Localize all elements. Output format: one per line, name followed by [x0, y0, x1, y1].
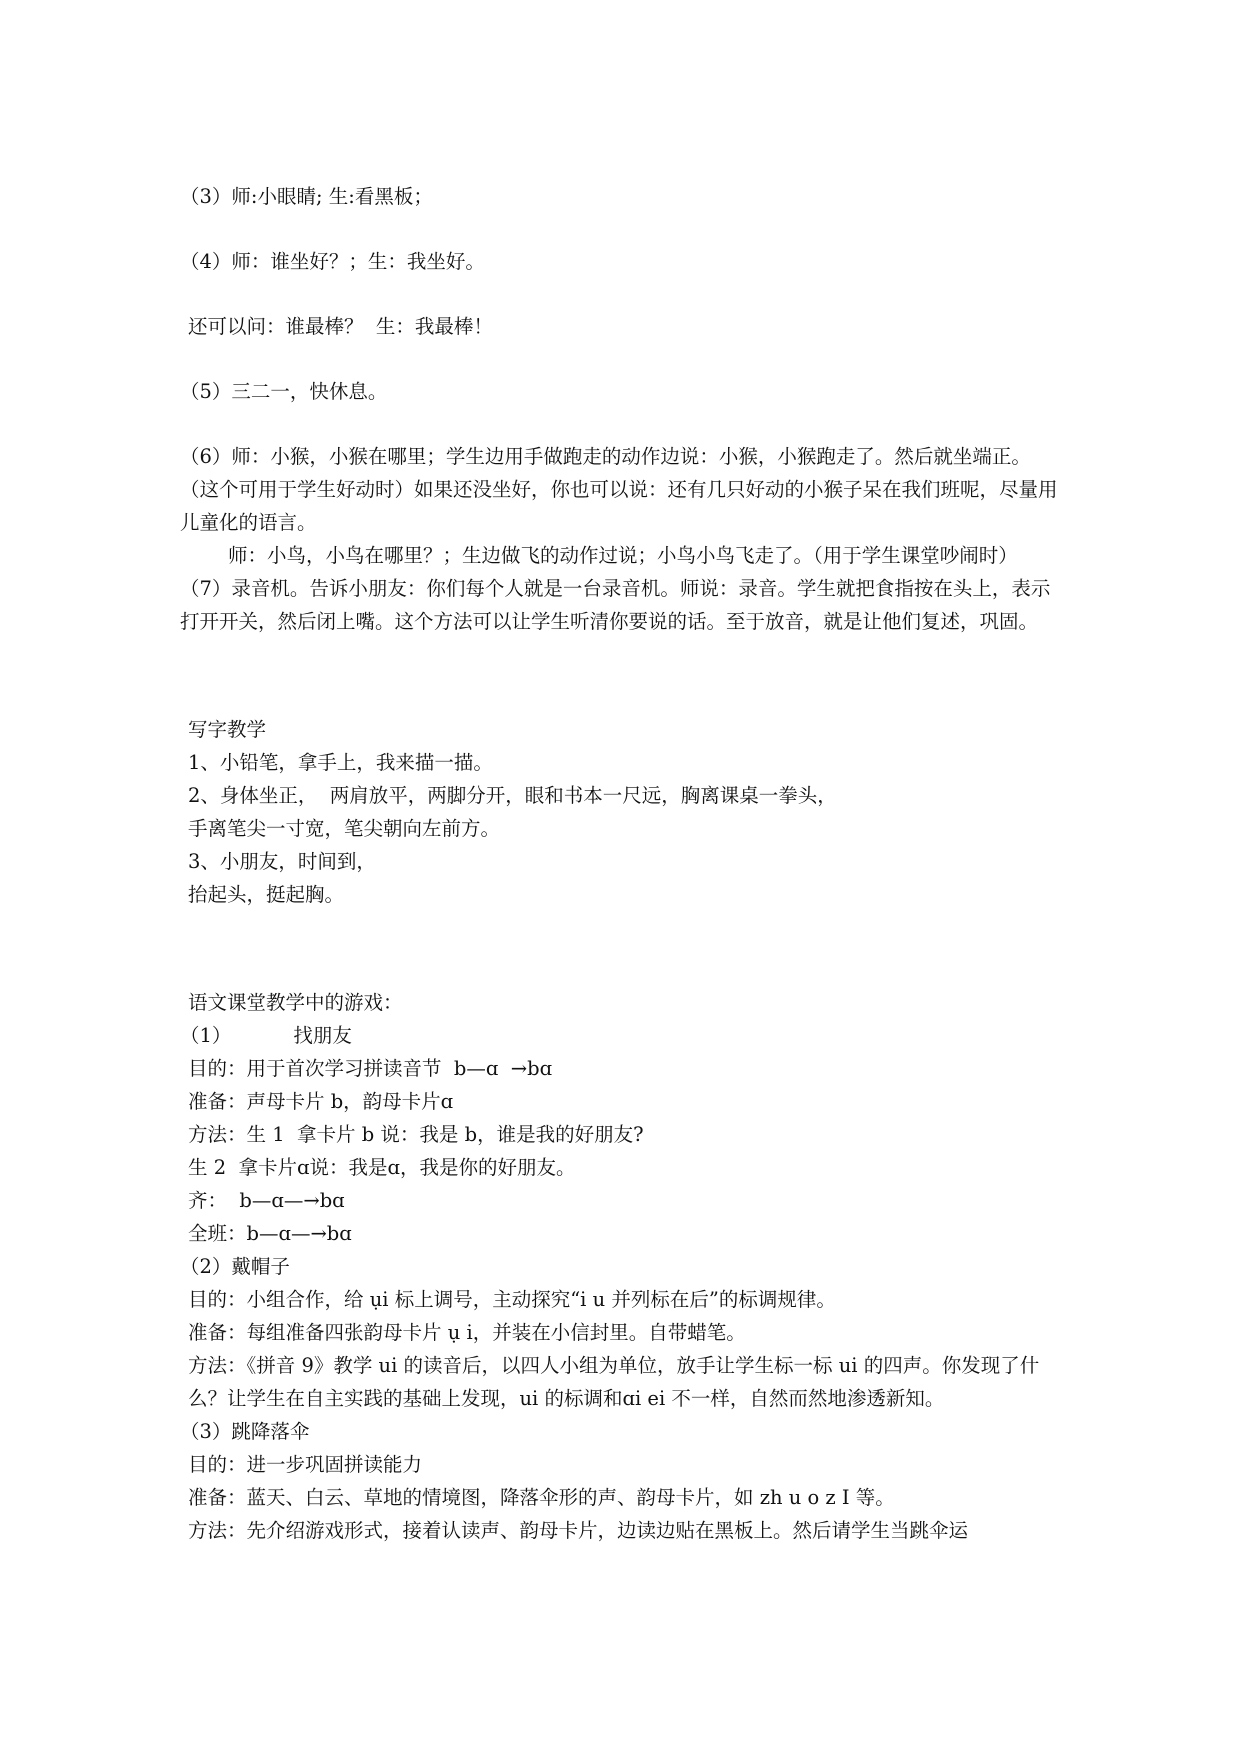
paragraph: 师：小鸟，小鸟在哪里？；生边做飞的动作过说；小鸟小鸟飞走了。（用于学生课堂吵闹时） — [228, 544, 1018, 567]
paragraph: （6）师：小猴，小猴在哪里；学生边用手做跑走的动作边说：小猴，小猴跑走了。然后就坐端正。（这个可用于学生好动时）如果还没坐好，你也可以说：还有几只好动的小猴子呆在我们班呢，尽量用儿童化的语言。 — [180, 445, 1058, 534]
list-item: 方法：《拼音 9》教学 ui 的读音后，以四人小组为单位，放手让学生标一标 ui 的四声。你发现了什么？让学生在自主实践的基础上发现，ui 的标调和ɑi ei 不一样，自然而然地渗透新知。 — [188, 1354, 1040, 1410]
list-item: 3、小朋友，时间到， — [188, 850, 376, 873]
list-item: （1） 找朋友 — [180, 1024, 352, 1047]
paragraph: （5）三二一，快休息。 — [180, 380, 388, 403]
list-item: 生 2 拿卡片ɑ说：我是ɑ，我是你的好朋友。 — [188, 1156, 576, 1179]
paragraph: （7）录音机。告诉小朋友：你们每个人就是一台录音机。师说：录音。学生就把食指按在头上，表示打开开关，然后闭上嘴。这个方法可以让学生听清你要说的话。至于放音，就是让他们复述，巩固。 — [180, 577, 1051, 633]
list-item: 准备：每组准备四张韵母卡片 ụ i，并装在小信封里。自带蜡笔。 — [188, 1321, 746, 1344]
list-item: 目的：小组合作，给 ụi 标上调号，主动探究“i u 并列标在后”的标调规律。 — [188, 1288, 836, 1311]
list-item: 全班：b—ɑ—→bɑ — [188, 1222, 352, 1245]
paragraph: 还可以问：谁最棒？ 生：我最棒！ — [188, 315, 493, 338]
section-heading: 语文课堂教学中的游戏： — [188, 991, 403, 1014]
list-item: 方法：先介绍游戏形式，接着认读声、韵母卡片，边读边贴在黑板上。然后请学生当跳伞运 — [188, 1519, 969, 1542]
list-item: 1、小铅笔，拿手上，我来描一描。 — [188, 751, 493, 774]
section-heading: 写字教学 — [188, 718, 267, 741]
paragraph: （3）师:小眼睛; 生:看黑板； — [180, 185, 433, 208]
list-item: 准备：蓝天、白云、草地的情境图，降落伞形的声、韵母卡片，如 zh u o z I 等。 — [188, 1486, 895, 1509]
list-item: 2、身体坐正， 两肩放平，两脚分开，眼和书本一尺远，胸离课桌一拳头， — [188, 784, 837, 807]
page-body — [180, 180, 1058, 1547]
list-item: （2）戴帽子 — [180, 1255, 290, 1278]
paragraph: （4）师：谁坐好？；生：我坐好。 — [180, 250, 485, 273]
list-item: 目的：进一步巩固拼读能力 — [188, 1453, 423, 1476]
list-item: 方法：生 1 拿卡片 b 说：我是 b，谁是我的好朋友? — [188, 1123, 644, 1146]
list-item: 准备：声母卡片 b，韵母卡片ɑ — [188, 1090, 454, 1113]
list-item: 抬起头，挺起胸。 — [188, 883, 345, 906]
list-item: 齐： b—ɑ—→bɑ — [188, 1189, 345, 1212]
list-item: （3）跳降落伞 — [180, 1420, 310, 1443]
list-item: 手离笔尖一寸宽，笔尖朝向左前方。 — [188, 817, 501, 840]
list-item: 目的：用于首次学习拼读音节 b—ɑ →bɑ — [188, 1057, 553, 1080]
